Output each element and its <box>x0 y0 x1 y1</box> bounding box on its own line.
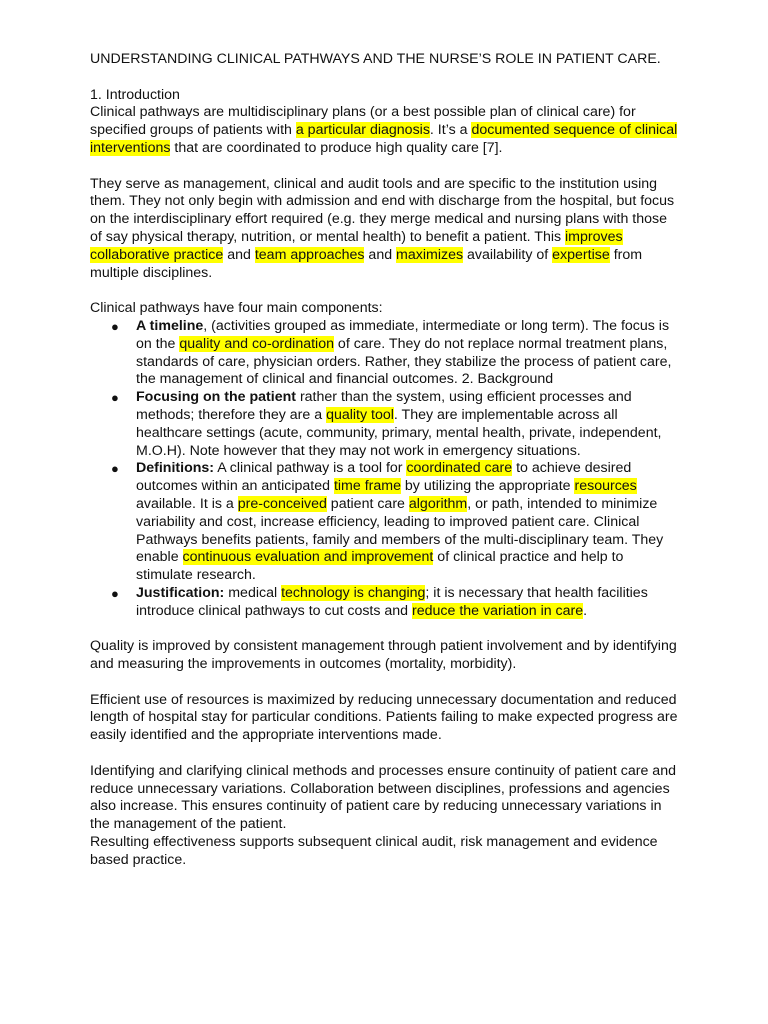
spacer <box>90 282 680 300</box>
component-item <box>111 460 680 585</box>
highlighted-phrase: maximizes <box>396 246 464 263</box>
bold-term: A timeline <box>136 317 204 334</box>
highlighted-phrase: coordinated care <box>406 460 513 477</box>
bullet-icon: ● <box>111 461 119 477</box>
document-title: UNDERSTANDING CLINICAL PATHWAYS AND THE NURSE’S ROLE IN PATIENT CARE. <box>90 51 661 67</box>
highlighted-phrase: technology is changing <box>281 584 426 601</box>
bold-term: Definitions: <box>136 460 215 477</box>
spacer <box>90 158 680 176</box>
component-text <box>136 318 671 387</box>
text-run: . They are implementable across all healthcare settings (acute, community, primary, mental health, private, independent, M.O.H). Note however that they may not work in emergency situations. <box>136 406 662 459</box>
component-text <box>136 460 663 583</box>
text-run: . <box>583 602 588 619</box>
continuity-paragraph <box>90 763 680 834</box>
quality-paragraph <box>90 638 680 674</box>
text-run: of clinical practice and help to stimulate research. <box>136 549 624 584</box>
section-heading: 1. Introduction <box>90 86 180 103</box>
highlighted-phrase: continuous evaluation and improvement <box>182 549 434 566</box>
components-list <box>90 318 680 621</box>
highlighted-phrase: team approaches <box>254 246 365 263</box>
text-run: Resulting effectiveness supports subsequent clinical audit, risk management and evidence based practice. <box>90 834 658 868</box>
efficiency-paragraph <box>90 692 680 745</box>
text-run: They serve as management, clinical and audit tools and are specific to the institution using them. They not only begin with admission and end with discharge from the hospital, but focus on the interdisciplinary effort required (e.g. they merge medical and nursing plans with those of say physical therapy, nutrition, or mental health) to benefit a patient. This <box>90 175 675 245</box>
highlighted-phrase: algorithm <box>408 495 468 512</box>
text-run: that are coordinated to produce high quality care [7]. <box>170 139 503 156</box>
text-run: availability of <box>463 246 553 263</box>
component-item <box>111 584 680 621</box>
text-run: and <box>364 246 397 263</box>
highlighted-phrase: improves collaborative practice <box>90 228 623 263</box>
spacer <box>90 69 680 87</box>
component-item <box>111 389 680 460</box>
highlighted-phrase: time frame <box>333 478 401 495</box>
highlighted-phrase: quality tool <box>326 406 394 423</box>
text-run: Clinical pathways are multidisciplinary plans (or a best possible plan of clinical care) for specified groups of patients with <box>90 104 636 139</box>
text-run: Efficient use of resources is maximized by reducing unnecessary documentation and reduced length of hospital stay for particular conditions. Patients failing to make expected progress are easily identified and the appropriate interventions made. <box>90 691 678 744</box>
intro-paragraph <box>90 104 680 157</box>
component-item <box>111 317 680 389</box>
highlighted-phrase: documented sequence of clinical interventions <box>90 122 678 156</box>
bullet-icon: ● <box>111 585 119 601</box>
highlighted-phrase: expertise <box>552 246 610 263</box>
text-run: Quality is improved by consistent management through patient involvement and by identifying and measuring the improvements in outcomes (mortality, morbidity). <box>90 638 677 673</box>
spacer <box>90 621 680 639</box>
components-intro <box>90 300 680 318</box>
bold-term: Focusing on the patient <box>136 389 296 406</box>
text-run: . It’s a <box>429 122 472 139</box>
highlighted-phrase: resources <box>574 478 637 495</box>
text-run: ; it is necessary that health facilities introduce clinical pathways to cut costs and <box>136 584 648 619</box>
highlighted-phrase: pre-conceived <box>237 495 327 512</box>
bullet-icon: ● <box>111 390 119 406</box>
text-run: available. It is a <box>136 495 238 512</box>
text-run: rather than the system, using efficient processes and methods; therefore they are a <box>136 389 632 423</box>
text-run: from multiple disciplines. <box>90 246 643 281</box>
highlighted-phrase: quality and co-ordination <box>179 335 334 352</box>
component-text <box>136 389 661 458</box>
component-text <box>136 585 648 619</box>
text-run: , or path, intended to minimize variability and cost, increase efficiency, leading to improved patient care. Clinical Pathways benefits patients, family and members of the multi-disciplinary team. They enable <box>136 495 664 566</box>
text-run: A clinical pathway is a tool for <box>214 460 407 477</box>
effectiveness-paragraph <box>90 834 680 870</box>
document-body <box>90 51 680 870</box>
text-run: Clinical pathways have four main components: <box>90 300 383 317</box>
bullet-icon: ● <box>111 318 119 334</box>
highlighted-phrase: a particular diagnosis <box>295 122 430 139</box>
tools-paragraph <box>90 176 680 283</box>
highlighted-phrase: reduce the variation in care <box>412 602 584 619</box>
text-run: medical <box>224 584 282 601</box>
text-run: of care. They do not replace normal treatment plans, standards of care, physician orders. Rather, they stabilize the process of patient care, the management of clinical and financial outcomes. 2. Background <box>136 335 672 388</box>
text-run: Identifying and clarifying clinical methods and processes ensure continuity of patient care and reduce unnecessary variations. Collaboration between disciplines, professions and agencies also increase. This ensures continuity of patient care by reducing unnecessary variations in the management of the patient. <box>90 762 676 833</box>
spacer <box>90 674 680 692</box>
text-run: patient care <box>326 495 409 512</box>
text-run: to achieve desired outcomes within an anticipated <box>136 460 632 495</box>
spacer <box>90 745 680 763</box>
text-run: and <box>223 246 255 263</box>
bold-term: Justification: <box>136 584 225 601</box>
text-run: , (activities grouped as immediate, intermediate or long term). The focus is on the <box>136 317 670 352</box>
text-run: by utilizing the appropriate <box>400 478 575 495</box>
